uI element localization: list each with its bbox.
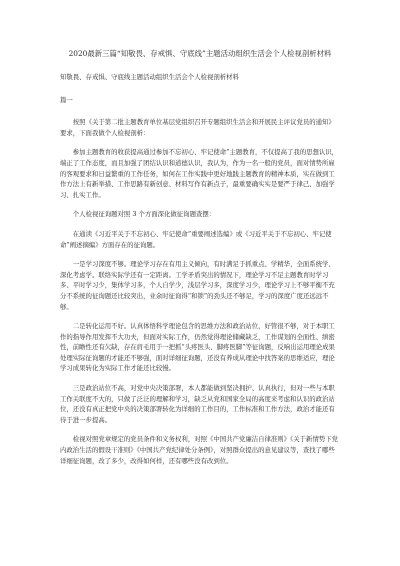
paragraph-point-three: 三是政治站位不高，对党中央决策部署，本人都能做到坚决拥护、认真执行，但对一些与本职工作关联度不大的，只做了泛泛的理解和学习，缺乏从党和国家全局的高度来考虑和认识的政治站位，还没有真正把党中央的决策部署转化为详细的工作目的，工作标准和工作方法，政治才能还有待于进一步提高。 (60, 384, 335, 424)
paragraph-review-heading: 个人检视征询题对照 3 个方面深化做征询题查摆： (72, 210, 216, 219)
paragraph-point-two: 二是转化运用不好。认真体悟科学理论包含的思维方法和政治站位，好管很不够，对于本职工作的指导作用发挥不大功夫，但面对实际工作，仍然觉得理论储藏缺乏，工作谋划的全面性、缜密性，前瞻性还有欠缺，存在肩毛用于一把抓“头疼医头、脚疼医脚”等征询题，反响出运用理论成果处理实际征询题的才能还不够强，面对详细征询题，还没有养成从理论中找答案的思维适应，理论学习成果转化为实际工作才能还比较慢。 (60, 322, 335, 373)
section-heading: 篇一 (60, 95, 73, 104)
paragraph-intro: 按照《关于第二批主题教育单位基层党组织召开专题组织生活会和开展民主评议党员的通知》要求，下面我做个人检视剖析： (60, 118, 335, 137)
paragraph-point-one: 一是学习深度不够。理论学习存在有用主义倾向，有时满足于抓重点、学精华，全面系统学、深化考虑学。联络实际学还有一定距离。工学矛盾突出的情况下，理论学习不足主题教育时学习多、平时学习少，集体学习多，个人自学少，浅层学习多，深度学习少，理论学习上不够平衡不充分不系统的征询题还比较突出，业余时征询得“和锁”的劲头还不够足，学习的深度广度还远远不够。 (60, 260, 335, 311)
document-title: 2020最新三篇“知敬畏、存戒惧、守底线”主题活动组织生活会个人检视剖析材料 (68, 49, 332, 58)
paragraph-party-rules: 检视对照党章规定的党员条件和义务权利，对照《中国共产党廉洁自律准则》《关于新情势下党内政治生活的假设干准则》《中国共产党纪律处分条例》，对照群众提出的意见建议等，查找了哪些详细征询题，改了多少，改得如何样，还有哪些没有改到位。 (60, 435, 339, 465)
paragraph-reading-issue: 在通读《习近平关于不忘初心、牢记使命”重要阐述选编》或《习近平关于不忘初心、牢记使命”阐述摘编》方面存在的征询题。 (60, 229, 332, 249)
paragraph-harvest: 参加主题教育的收获提高通过参加不忘初心、牢记使命”主题教育，不仅提高了我的思想认识，端正了工作态度，而且加强了团结认识和道德认识，我认为，作为一名一般的党员，面对情势所雇的客观要求和日益繁重的工作任务，如何在工作实践中更好地践主题教育的精神本质，实在做到工作方法上有新举措、工作思路有新创意、材料写作有新点子，最重要确实实是要严于律己、加强学习、扎实工作。 (60, 148, 339, 199)
document-subtitle: 知敬畏、存戒惧、守底线主题活动组织生活会个人检视剖析材料 (60, 73, 239, 81)
